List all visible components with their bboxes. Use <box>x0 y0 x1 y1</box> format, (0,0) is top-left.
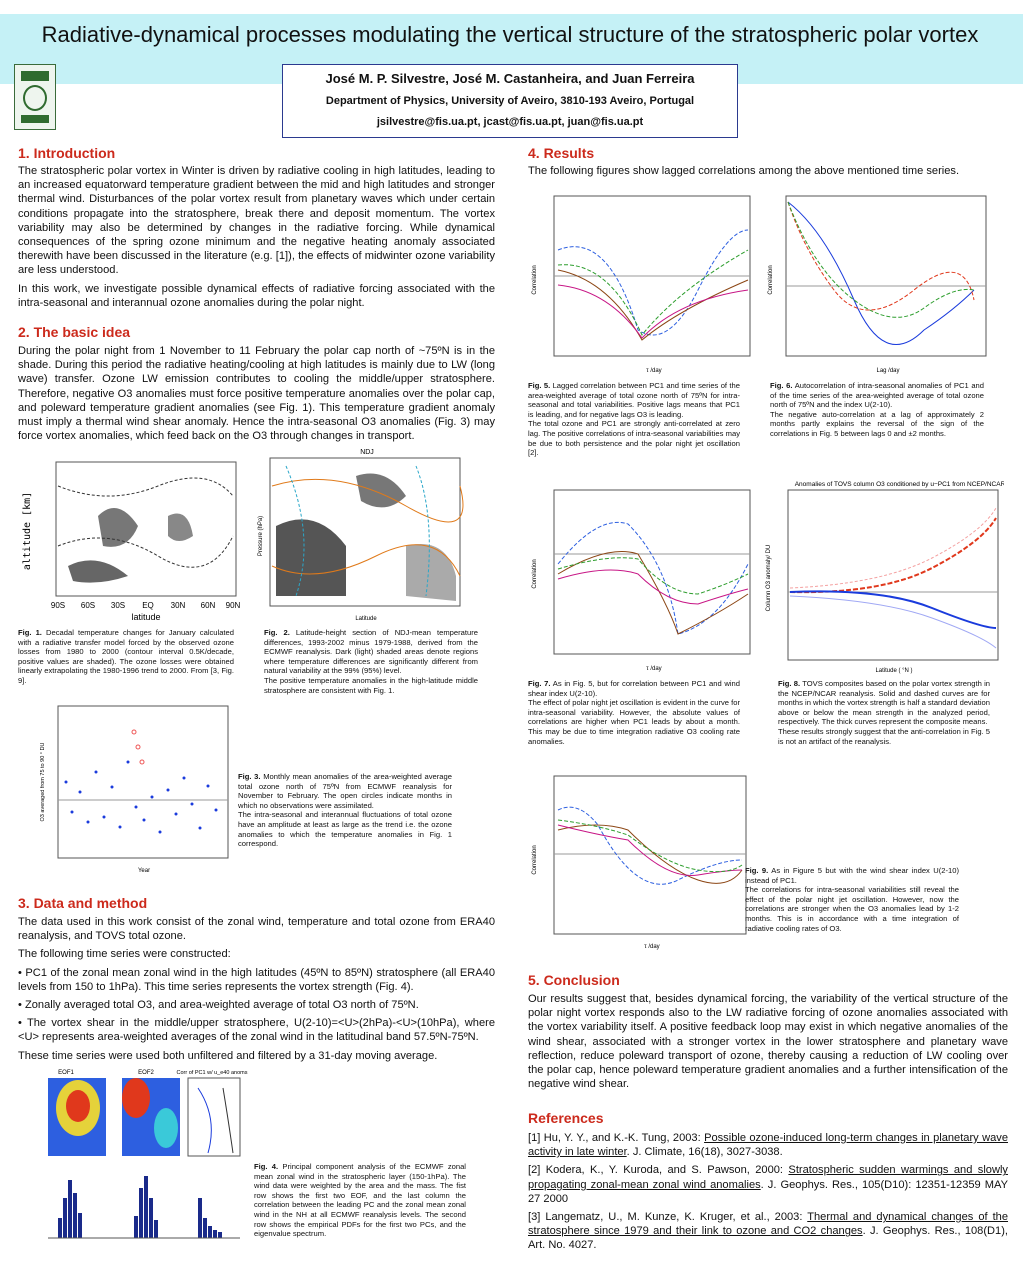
fig8-caption-text2: These results strongly suggest that the anti-correlation in Fig. 5 is not an artifact of the reanalysis. <box>778 726 990 746</box>
fig2-caption-text: Latitude-height section of NDJ-mean temperature differences, 1993-2002 minus 1979-1988, derived from the ECMWF reanalysis. Dark (light) shaded areas denote regions where temperature differences are significantly different from natural variability at the 99% (95%) level. <box>264 628 478 676</box>
fig6-autocorr <box>764 190 990 374</box>
data-p3: These time series were used both unfiltered and filtered by a 31-day moving average. <box>18 1049 438 1062</box>
fig8-ylabel: Column O3 anomaly/ DU <box>766 544 772 612</box>
fig4-corr-title: Corr of PC1 w/ u_e40 anoms <box>176 1070 248 1076</box>
department: Department of Physics, University of Aveiro, 3810-193 Aveiro, Portugal <box>325 95 695 107</box>
idea-p1: During the polar night from 1 November to 11 February the polar cap north of ~75ºN is in the shade. During this period the radiative heating/cooling at high latitudes is mainly due to LW (long wave) transfer. Ozone LW emission contributes to cooling the middle/upper stratosphere. Therefore, negative O3 anomalies must force positive temperature anomalies over the polar cap, and poleward temperature gradient anomalies (see Fig. 1). This temperature gradient anomaly must imply a thermal wind shear anomaly. Hence the intra-seasonal O3 anomalies (Fig. 3) may force vortex anomalies, which feed back on the O3 through changes in transport. <box>18 345 495 443</box>
fig9-caption-text: As in Figure 5 but with the wind shear index U(2-10) instead of PC1. <box>745 866 959 885</box>
fig8-caption-text: TOVS composites based on the polar vortex strength in the NCEP/NCAR reanalysis. Solid and dashed curves are for months in which the vortex strength is half a standard deviation above or below the mean strength in the analyzed period, respectively. The thick curves represent the composite means. <box>778 679 990 727</box>
data-text <box>18 915 495 1063</box>
fig9-lagged-corr <box>528 770 750 950</box>
emails: jsilvestre@fis.ua.pt, jcast@fis.ua.pt, juan@fis.ua.pt <box>376 116 644 128</box>
conclusion-text <box>528 992 1008 1095</box>
data-heading: 3. Data and method <box>18 895 148 911</box>
fig7-caption-label: Fig. 7. <box>528 679 551 688</box>
fig8-tovs-composites <box>762 478 1004 674</box>
fig3-scatter <box>36 702 232 874</box>
fig5-lagged-corr <box>528 190 754 374</box>
fig7-xlabel: τ /day <box>646 666 662 672</box>
fig7-lagged-corr <box>528 484 754 672</box>
fig7-caption-text: As in Fig. 5, but for correlation between PC1 and wind shear index U(2-10). <box>528 679 740 698</box>
intro-p2: In this work, we investigate possible dynamical effects of radiative forcing associated with the intra-seasonal and interannual ozone anomalies during the polar night. <box>18 282 495 309</box>
fig5-caption-text2: The total ozone and PC1 are strongly anti-correlated at zero lag. The positive correlations of intra-seasonal variabilities may be due to both persistence and the polar night jet oscillation [2]. <box>528 419 740 458</box>
results-p1: The following figures show lagged correlations among the above mentioned time series. <box>528 165 960 177</box>
fig5-caption-text: Lagged correlation between PC1 and time series of the area-weighted average of total ozone north of 75ºN for intra-seasonal and total variabilities. Positive lags means that PC1 is leading, and for negative lags O3 is leading. <box>528 381 740 419</box>
fig6-xlabel: Lag /day <box>876 368 900 374</box>
poster-title: Radiative-dynamical processes modulating the vertical structure of the stratospheric polar vortex <box>41 22 979 47</box>
fig1-xtick: 60N <box>200 601 216 610</box>
fig6-ylabel: Correlation <box>768 265 774 295</box>
fig3-caption-text: Monthly mean anomalies of the area-weighted average total ozone north of 75ºN from ECMWF reanalysis for November to February. The open circles indicate months in which no observations were assimilated. <box>238 772 452 810</box>
data-p2: The following time series were constructed: <box>18 948 231 961</box>
references-list <box>528 1131 1008 1257</box>
fig3-ylabel: O3 averaged from 75 to 90 ° DU <box>40 742 46 822</box>
reference-1-link[interactable]: Possible ozone-induced long-term changes in planetary wave activity in late winter <box>528 1132 1008 1159</box>
fig2-ylabel: Pressure (hPa) <box>258 515 264 557</box>
fig6-caption-text2: The negative auto-correlation at a lag of approximately 2 months partly explains the reversal of the sign of the correlations in Fig. 5 between lags 0 and ±2 months. <box>770 409 984 438</box>
fig2-caption-label: Fig. 2. <box>264 628 290 637</box>
fig7-ylabel: Correlation <box>532 559 538 589</box>
reference-1: [1] Hu, Y. Y., and K.-K. Tung, 2003: Possible ozone-induced long-term changes in planetary wave activity in late winter. J. Climate, 16(18), 3027-3038. <box>528 1132 1008 1159</box>
conclusion-heading: 5. Conclusion <box>528 972 620 988</box>
fig8-title: Anomalies of TOVS column O3 conditioned by u−PC1 from NCEP/NCAR <box>794 481 1004 488</box>
results-heading: 4. Results <box>528 145 595 161</box>
intro-heading: 1. Introduction <box>18 145 116 161</box>
fig1-caption-text: Decadal temperature changes for January calculated with a radiative transfer model forced by the observed ozone losses from 1980 to 2000 (contour interval 0.5K/decade, positive values are shaded). The ozone losses were obtained linearly extrapolating the 1980-1996 trend to 2000. From [3, Fig. 9]. <box>18 628 234 685</box>
fig5-ylabel: Correlation <box>532 265 538 295</box>
fig3-caption-label: Fig. 3. <box>238 772 261 781</box>
fig8-caption-label: Fig. 8. <box>778 679 801 688</box>
fig5-xlabel: τ /day <box>646 368 662 374</box>
fig4-caption-label: Fig. 4. <box>254 1162 279 1171</box>
fig1-xtick: 30N <box>170 601 186 610</box>
reference-3: [3] Langematz, U., M. Kunze, K. Kruger, et al., 2003: Thermal and dynamical changes of the stratosphere since 1979 and their link to ozone and CO2 changes. J. Geophys. Res., 108(D1), Art. No. 4027. <box>528 1211 1009 1252</box>
authors: José M. P. Silvestre, José M. Castanheira, and Juan Ferreira <box>325 71 695 86</box>
fig9-caption <box>745 866 959 933</box>
fig2-title: NDJ <box>360 449 374 456</box>
fig1-xtick: 60S <box>80 601 96 610</box>
fig1-xtick: 90N <box>225 601 241 610</box>
fig1-contour-plot <box>18 456 243 624</box>
fig2-xlabel: Latitude <box>355 616 377 622</box>
idea-text <box>18 344 495 454</box>
fig3-caption <box>238 772 452 849</box>
fig1-xtick: EQ <box>142 601 154 610</box>
fig3-caption-text2: The intra-seasonal and interannual fluctuations of total ozone have an amplitude at least as large as the trend i.e. the ozone anomalies to which the temperature anomalies in Fig. 1 correspond. <box>238 810 452 849</box>
data-bullet1: • PC1 of the zonal mean zonal wind in the high latitudes (45ºN to 85ºN) stratosphere (all ERA40 levels from 150 to 1hPa). This time series represents the vortex strength (Fig. 4). <box>18 966 495 993</box>
data-bullet3: • The vortex shear in the middle/upper stratosphere, U(2-10)=<U>(2hPa)-<U>(10hPa), where <U> represents area-weighted averages of the zonal wind in the latitudinal band 57.5ºN-75ºN. <box>18 1017 495 1044</box>
data-p1: The data used in this work consist of the zonal wind, temperature and total ozone from ERA40 reanalysis, and TOVS total ozone. <box>18 916 495 943</box>
fig1-caption <box>18 628 234 686</box>
fig4-caption-text: Principal component analysis of the ECMWF zonal mean zonal wind in the stratospheric layer (150-1hPa). The wind data were weighted by the area and the mass. The fist row shows the first two EOF, and the last column the correlation between the leading PC and the zonal mean zonal wind in the NH at all ECMWF reanalysis levels. The second row shows the empirical PDFs for the first two PCs, and the eigenvalue spectrum. <box>254 1162 466 1239</box>
data-bullet2: • Zonally averaged total O3, and area-weighted average of total O3 north of 75ºN. <box>18 999 419 1012</box>
reference-2: [2] Kodera, K., Y. Kuroda, and S. Pawson, 2000: Stratospheric sudden warmings and slowly propagating zonal-mean zonal wind anomalies. J. Geophys. Res., 105(D10): 12351-12359 MAY 27 2000 <box>528 1164 1008 1205</box>
author-box <box>282 64 738 138</box>
fig4-caption <box>254 1162 466 1239</box>
fig6-caption-text: Autocorrelation of intra-seasonal anomalies of PC1 and of the time series of the area-weighted average of total ozone north of 75ºN and the index U(2-10). <box>770 381 984 410</box>
fig5-caption-label: Fig. 5. <box>528 381 551 390</box>
references-heading: References <box>528 1110 604 1126</box>
fig4-eof2-title: EOF2 <box>138 1070 154 1076</box>
fig2-latitude-height <box>256 446 478 624</box>
fig7-caption-text2: The effect of polar night jet oscillation is evident in the curve for intra-seasonal variability. However, the absolute values of correlations are higher when PC1 leads by about a month. This may be due to time integration radiative O3 cooling rate anomalies. <box>528 698 740 746</box>
fig9-caption-label: Fig. 9. <box>745 866 769 875</box>
fig2-caption <box>264 628 478 695</box>
fig9-ylabel: Correlation <box>532 845 538 875</box>
fig6-caption-label: Fig. 6. <box>770 381 793 390</box>
fig1-xtick: 30S <box>110 601 126 610</box>
intro-p1: The stratospheric polar vortex in Winter is driven by radiative cooling in high latitudes, leading to an increased equatorward temperature gradient between the mid and high latitudes and stronger thermal wind. Disturbances of the polar vortex result from planetary waves which under certain conditions propagate into the stratosphere, break there and deposit momentum. The vortex variability may also be determined by changes in the radiative forcing. While dynamical consequences of the spring ozone minimum and the negative heating anomaly associated therewith have been discussed in the literature (e.g. [1]), the effects of midwinter ozone variability are less understood. <box>18 165 495 277</box>
fig1-caption-label: Fig. 1. <box>18 628 42 637</box>
fig8-xlabel: Latitude ( °N ) <box>875 668 913 674</box>
fig9-caption-text2: The correlations for intra-seasonal variabilities still reveal the effect of the polar night jet oscillation. However, now the correlations are stronger when the O3 anomalies lead by 1-2 months. This is in accordance with a time integration of radiative cooling rates of O3. <box>745 885 959 933</box>
fig5-caption <box>528 381 740 458</box>
university-logo <box>14 64 56 130</box>
idea-heading: 2. The basic idea <box>18 324 131 340</box>
fig9-xlabel: τ /day <box>644 944 660 950</box>
reference-3-link[interactable]: Thermal and dynamical changes of the stratosphere since 1979 and their link to ozone and CO2 changes <box>528 1211 1009 1238</box>
fig1-xlabel: latitude <box>131 612 161 622</box>
fig1-ylabel: altitude [km] <box>22 491 33 571</box>
fig7-caption <box>528 679 740 746</box>
reference-2-link[interactable]: Stratospheric sudden warmings and slowly propagating zonal-mean zonal wind anomalies <box>528 1164 1008 1191</box>
fig6-caption <box>770 381 984 439</box>
fig4-pca <box>18 1068 248 1254</box>
fig3-xlabel: Year <box>137 868 151 874</box>
fig8-caption <box>778 679 990 746</box>
fig1-xtick: 90S <box>50 601 66 610</box>
intro-text <box>18 164 495 314</box>
fig4-eof1-title: EOF1 <box>58 1070 74 1076</box>
conclusion-p1: Our results suggest that, besides dynamical forcing, the variability of the vertical structure of the polar night vortex responds also to the LW radiative forcing of ozone anomalies associated with the vortex variability itself. A positive feedback loop may exist in which negative anomalies of the wind shear, associated with a stronger vortex in the lower stratosphere and planetary wave reflection, reduce poleward transport of ozone, thereby causing a reduction of LW cooling over the polar cap, hence poleward temperature gradient anomalies and a further intensification of the negative wind shear. <box>528 993 1008 1091</box>
fig2-caption-text2: The positive temperature anomalies in the high-latitude middle stratosphere are consistent with Fig. 1. <box>264 675 478 695</box>
results-text <box>528 164 1008 182</box>
